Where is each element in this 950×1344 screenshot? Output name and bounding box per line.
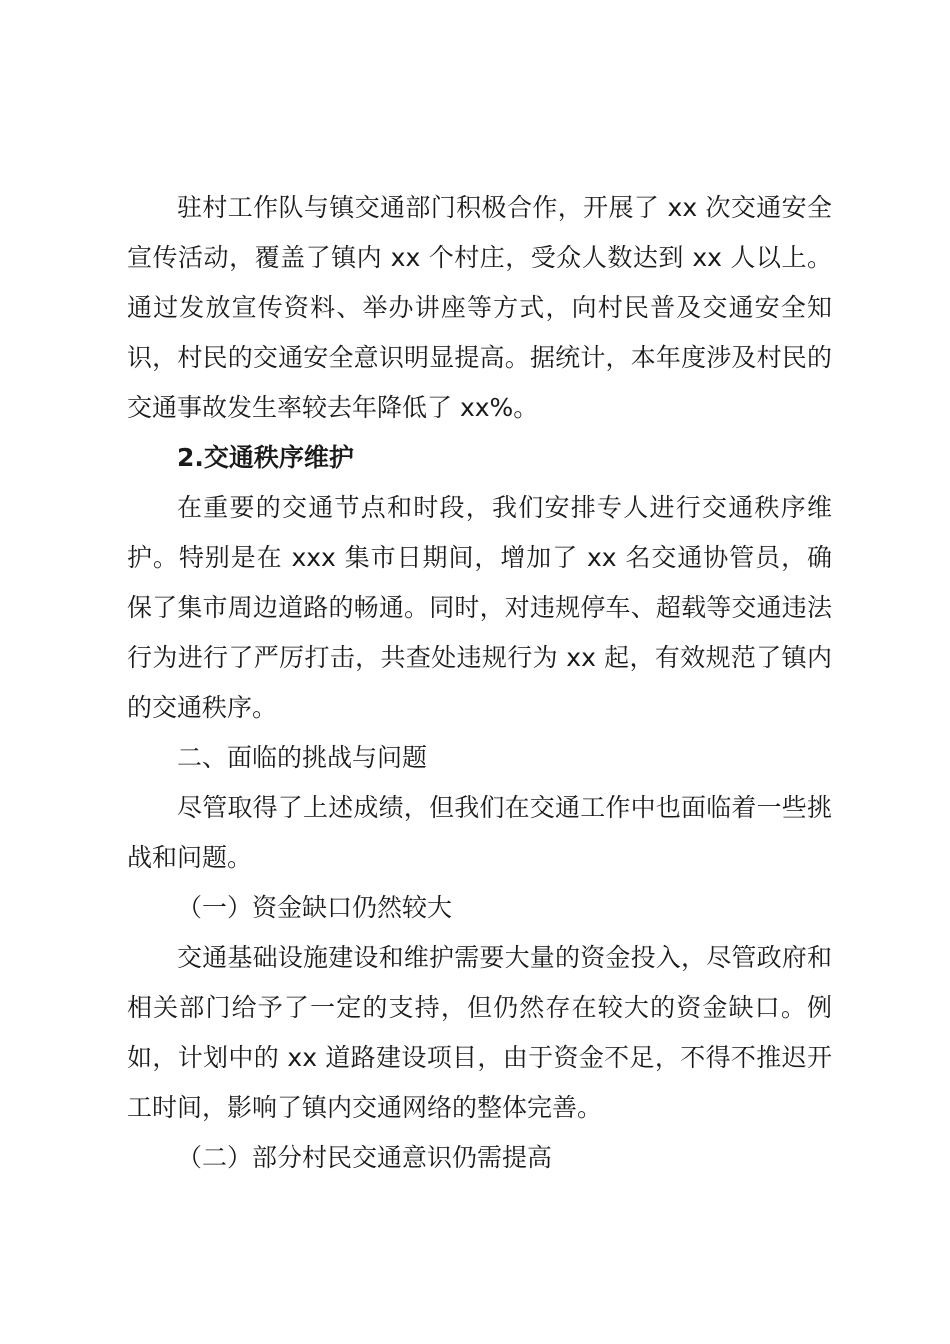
document-body [127,183,832,1183]
subheading-traffic-order: 2.交通秩序维护 [177,443,354,472]
section-heading-challenges: 二、面临的挑战与问题 [177,743,428,772]
subheading-funding-gap: （一）资金缺口仍然较大 [177,893,453,922]
paragraph-funding-gap: 交通基础设施建设和维护需要大量的资金投入，尽管政府和相关部门给予了一定的支持，但仍然存在较大的资金缺口。例如，计划中的 xx 道路建设项目，由于资金不足，不得不推迟开工时间，影响了镇内交通网络的整体完善。 [127,943,832,1122]
paragraph-traffic-order: 在重要的交通节点和时段，我们安排专人进行交通秩序维护。特别是在 xxx 集市日期间，增加了 xx 名交通协管员，确保了集市周边道路的畅通。同时，对违规停车、超载等交通违法行为进行了严厉打击，共查处违规行为 xx 起，有效规范了镇内的交通秩序。 [127,493,832,722]
paragraph-challenges-intro: 尽管取得了上述成绩，但我们在交通工作中也面临着一些挑战和问题。 [127,793,832,872]
subheading-villager-awareness: （二）部分村民交通意识仍需提高 [177,1143,553,1172]
paragraph-traffic-safety-publicity: 驻村工作队与镇交通部门积极合作，开展了 xx 次交通安全宣传活动，覆盖了镇内 xx 个村庄，受众人数达到 xx 人以上。通过发放宣传资料、举办讲座等方式，向村民普及交通安全知识，村民的交通安全意识明显提高。据统计，本年度涉及村民的交通事故发生率较去年降低了 xx%。 [127,193,832,422]
